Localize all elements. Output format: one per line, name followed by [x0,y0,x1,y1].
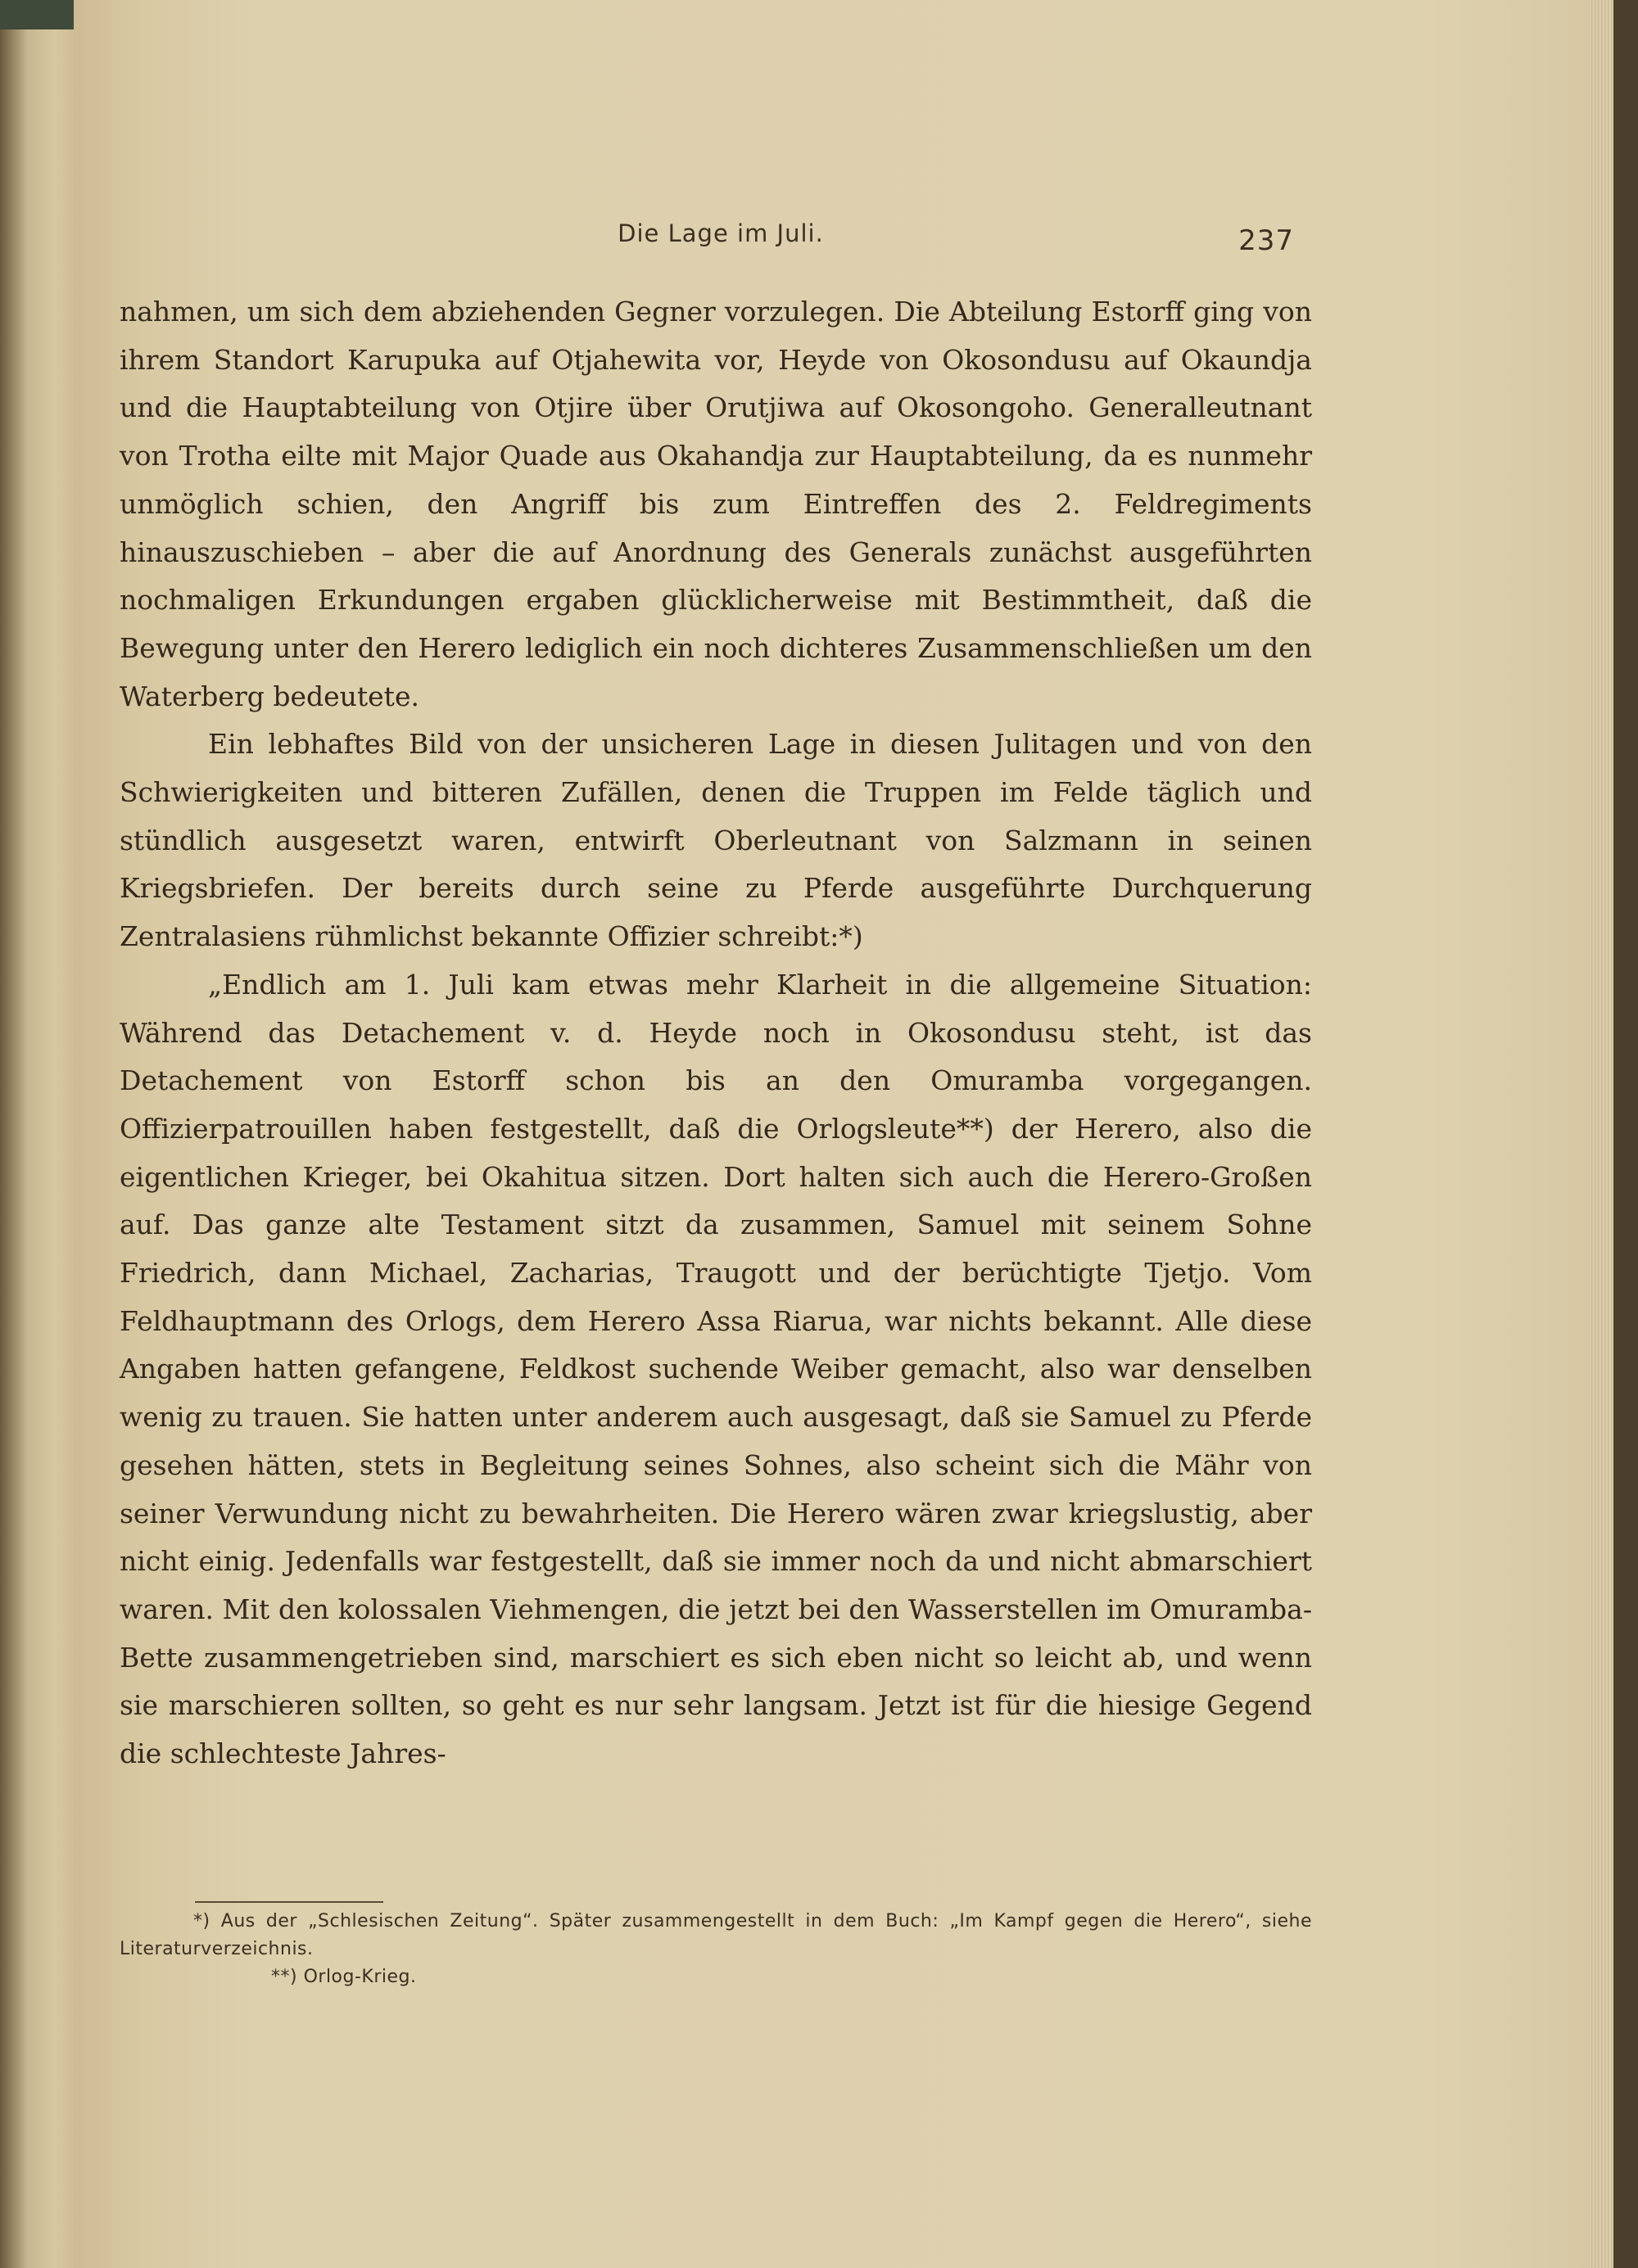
paragraph: „Endlich am 1. Juli kam etwas mehr Klarheit in die allgemeine Situation: Während das Detachement v. d. Heyde noch in Okosondusu steht, ist das Detachement von Estorff schon bis an den Omuramba vorgegangen. Offizierpatrouillen haben festgestellt, daß die Orlogsleute**) der Herero, also die eigentlichen Krieger, bei Okahitua sitzen. Dort halten sich auch die Herero-Großen auf. Das ganze alte Testament sitzt da zusammen, Samuel mit seinem Sohne Friedrich, dann Michael, Zacharias, Traugott und der berüchtigte Tjetjo. Vom Feldhauptmann des Orlogs, dem Herero Assa Riarua, war nichts bekannt. Alle diese Angaben hatten gefangene, Feldkost suchende Weiber gemacht, also war denselben wenig zu trauen. Sie hatten unter anderem auch ausgesagt, daß sie Samuel zu Pferde gesehen hätten, stets in Begleitung seines Sohnes, also scheint sich die Mähr von seiner Verwundung nicht zu bewahrheiten. Die Herero wären zwar kriegslustig, aber nicht einig. Jedenfalls war festgestellt, daß sie immer noch da und nicht abmarschiert waren. Mit den kolossalen Viehmengen, die jetzt bei den Wasserstellen im Omuramba-Bette zusammengetrieben sind, marschiert es sich eben nicht so leicht ab, und wenn sie marschieren sollten, so geht es nur sehr langsam. Jetzt ist für die hiesige Gegend die schlechteste Jahres- [120,968,1312,1770]
page-edges [1589,0,1613,2268]
book-gutter [0,0,79,2268]
page-number: 237 [1238,224,1294,257]
paragraph: nahmen, um sich dem abziehenden Gegner vorzulegen. Die Abteilung Estorff ging von ihrem Standort Karupuka auf Otjahewita vor, Heyde von Okosondusu auf Okaundja und die Hauptabteilung von Otjire über Orutjiwa auf Okosongoho. Generalleutnant von Trotha eilte mit Major Quade aus Okahandja zur Hauptabteilung, da es nunmehr unmöglich schien, den Angriff bis zum Eintreffen des 2. Feldregiments hinauszuschieben – aber die auf Anordnung des Generals zunächst ausgeführten nochmaligen Erkundungen ergaben glücklicherweise mit Bestimmtheit, daß die Bewegung unter den Herero lediglich ein noch dichteres Zusammenschließen um den Waterberg bedeutete. [120,296,1312,712]
page-header [131,215,1310,264]
running-title: Die Lage im Juli. [618,219,824,247]
footnotes [120,1908,1312,1991]
footnote: **) Orlog-Krieg. [271,1967,417,1987]
paragraph: Ein lebhaftes Bild von der unsicheren Lage in diesen Julitagen und von den Schwierigkeiten und bitteren Zufällen, denen die Truppen im Felde täglich und stündlich ausgesetzt waren, entwirft Oberleutnant von Salzmann in seinen Kriegsbriefen. Der bereits durch seine zu Pferde ausgeführte Durchquerung Zentralasiens rühmlichst bekannte Offizier schreibt:*) [120,728,1312,953]
footnote: *) Aus der „Schlesischen Zeitung“. Später zusammengestellt in dem Buch: „Im Kampf gegen die Herero“, siehe Literaturverzeichnis. [120,1911,1312,1959]
body-text [120,288,1312,1778]
footnote-divider [195,1901,383,1903]
